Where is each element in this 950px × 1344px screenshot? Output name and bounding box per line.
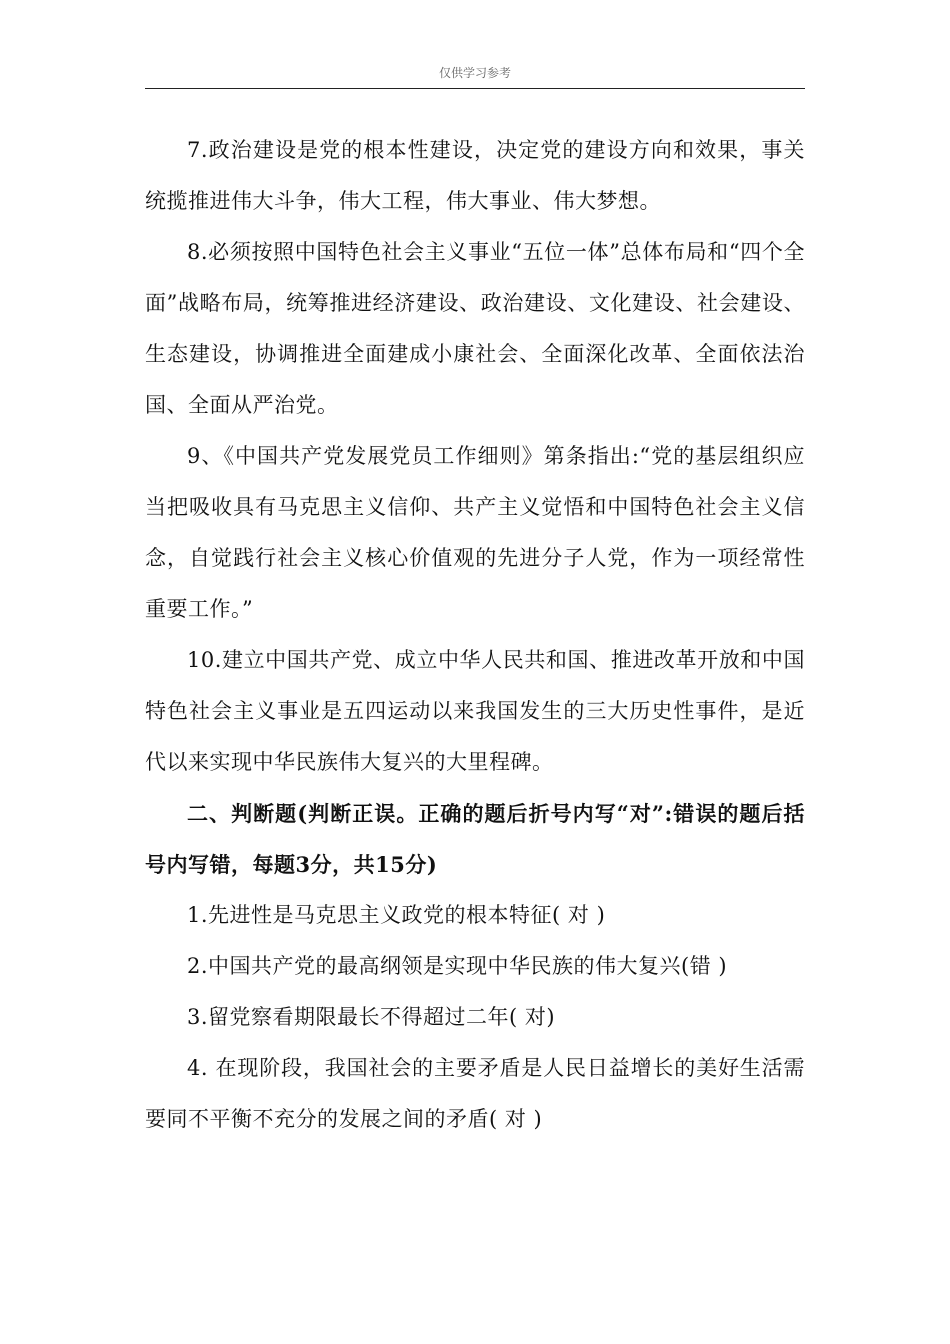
question-2: 2.中国共产党的最高纲领是实现中华民族的伟大复兴(错 ) <box>187 954 728 978</box>
question-3: 3.留党察看期限最长不得超过二年( 对) <box>187 1005 556 1029</box>
paragraph-7: 7.政治建设是党的根本性建设，决定党的建设方向和效果，事关统揽推进伟大斗争，伟大工程，伟大事业、伟大梦想。 <box>145 138 805 213</box>
paragraph-10: 10.建立中国共产党、成立中华人民共和国、推进改革开放和中国特色社会主义事业是五四运动以来我国发生的三大历史性事件，是近代以来实现中华民族伟大复兴的大里程碑。 <box>145 648 805 774</box>
document-body <box>145 125 805 1145</box>
paragraph-9: 9、《中国共产党发展党员工作细则》第条指出:“党的基层组织应当把吸收具有马克思主义信仰、共产主义觉悟和中国特色社会主义信念，自觉践行社会主义核心价值观的先进分子人党，作为一项经常性重要工作。” <box>145 444 805 621</box>
question-1: 1.先进性是马克思主义政党的根本特征( 对 ) <box>187 903 606 927</box>
question-4: 4. 在现阶段，我国社会的主要矛盾是人民日益增长的美好生活需要同不平衡不充分的发展之间的矛盾( 对 ) <box>145 1056 805 1131</box>
section-heading: 二、判断题(判断正误。正确的题后折号内写“对”:错误的题后括号内写错，每题3分，共15分) <box>145 801 805 877</box>
page-header <box>145 62 805 89</box>
paragraph-8: 8.必须按照中国特色社会主义事业“五位一体”总体布局和“四个全面”战略布局，统筹推进经济建设、政治建设、文化建设、社会建设、生态建设，协调推进全面建成小康社会、全面深化改革、全面依法治国、全面从严治党。 <box>145 240 805 417</box>
header-text: 仅供学习参考 <box>438 66 511 80</box>
